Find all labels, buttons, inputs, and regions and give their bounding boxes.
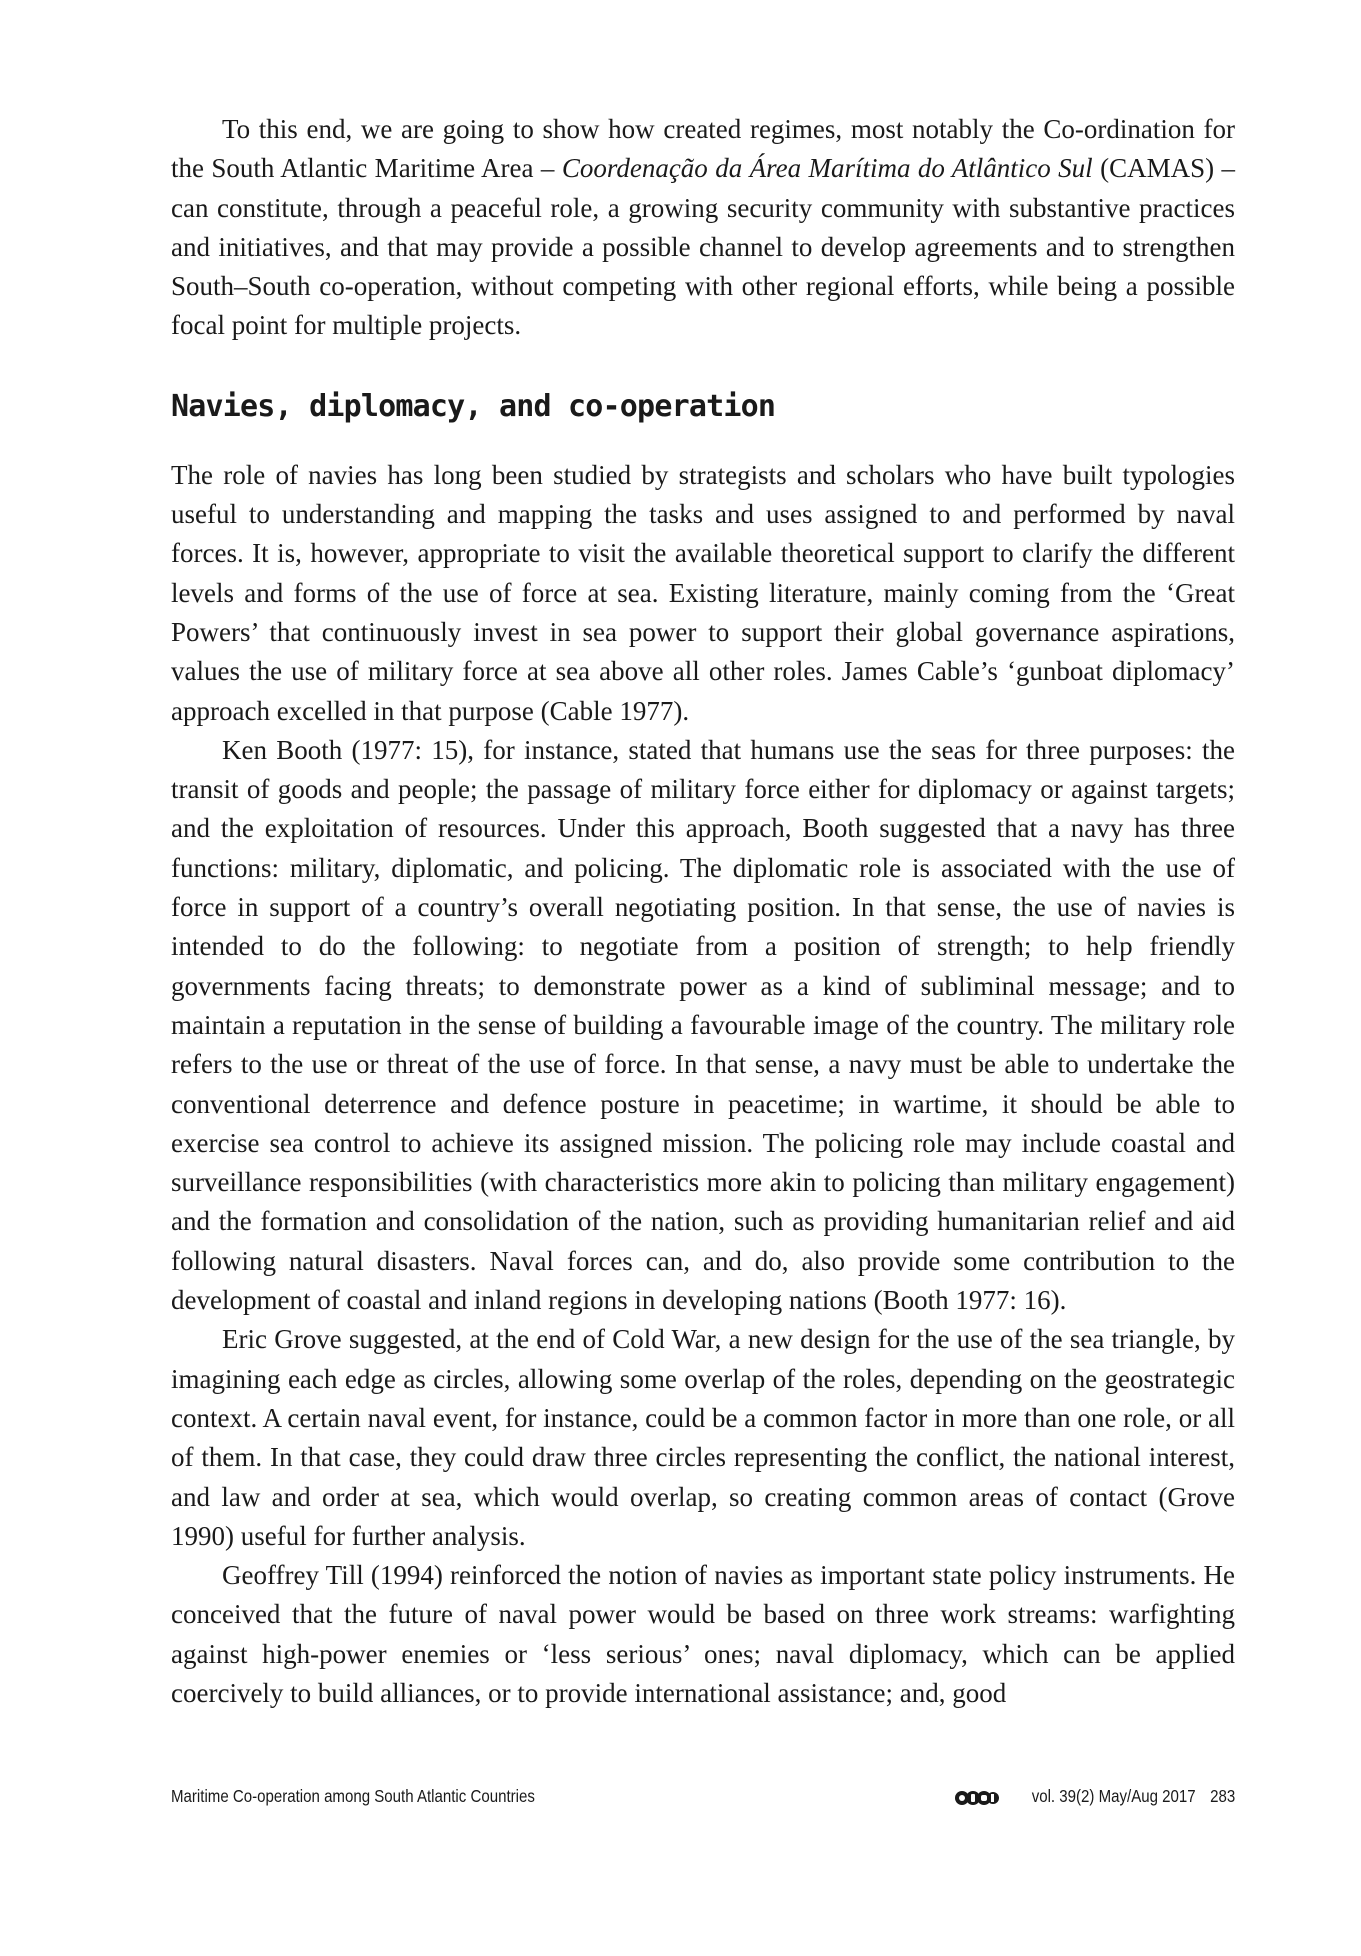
- article-body: [171, 110, 1235, 1713]
- intro-text-end: (CAMAS) – can constitute, through a peaceful role, a growing security community with substantive practices and initiatives, and that may provide a possible channel to develop agreements and to strengthen South–South co-operation, without competing with other regional efforts, while being a possible focal point for multiple projects.: [171, 153, 1235, 341]
- body-paragraph-2: Ken Booth (1977: 15), for instance, stated that humans use the seas for three purposes: the transit of goods and people; the passage of military force either for diplomacy or against targets; and the exploitation of resources. Under this approach, Booth suggested that a navy has three functions: military, diplomatic, and policing. The diplomatic role is associated with the use of force in support of a country’s overall negotiating position. In that sense, the use of navies is intended to do the following: to negotiate from a position of strength; to help friendly governments facing threats; to demonstrate power as a kind of subliminal message; and to maintain a reputation in the sense of building a favourable image of the country. The military role refers to the use or threat of the use of force. In that sense, a navy must be able to undertake the conventional deterrence and defence posture in peacetime; in wartime, it should be able to exercise sea control to achieve its assigned mission. The policing role may include coastal and surveillance responsibilities (with characteristics more akin to policing than military engagement) and the formation and consolidation of the nation, such as providing humanitarian relief and aid following natural disasters. Naval forces can, and do, also provide some contribution to the development of coastal and inland regions in developing nations (Booth 1977: 16).: [171, 734, 1235, 1316]
- intro-paragraph: [171, 110, 1235, 346]
- body-paragraph-4: Geoffrey Till (1994) reinforced the notion of navies as important state policy instruments. He conceived that the future of naval power would be based on three work streams: warfighting against high-power enemies or ‘less serious’ ones; naval diplomacy, which can be applied coercively to build alliances, or to provide international assistance; and, good: [171, 1560, 1235, 1708]
- journal-logo-icon: [955, 1788, 999, 1804]
- section-heading: Navies, diplomacy, and co-operation: [171, 388, 776, 424]
- page-number: 283: [1209, 1786, 1235, 1806]
- running-title: Maritime Co-operation among South Atlantic Countries: [171, 1786, 535, 1806]
- intro-text-start: To this end, we are going to show how created regimes, most notably the Co-ordination for the South Atlantic Maritime Area –: [171, 114, 1235, 184]
- footer-issue-info: [955, 1784, 1235, 1808]
- issue-label: vol. 39(2) May/Aug 2017: [1031, 1786, 1196, 1806]
- page-footer: [171, 1784, 1235, 1808]
- intro-text-italic: Coordenação da Área Marítima do Atlântico Sul: [561, 153, 1093, 184]
- body-paragraph-1: The role of navies has long been studied by strategists and scholars who have built typologies useful to understanding and mapping the tasks and uses assigned to and performed by naval forces. It is, however, appropriate to visit the available theoretical support to clarify the different levels and forms of the use of force at sea. Existing literature, mainly coming from the ‘Great Powers’ that continuously invest in sea power to support their global governance aspirations, values the use of military force at sea above all other roles. James Cable’s ‘gunboat diplomacy’ approach excelled in that purpose (Cable 1977).: [171, 459, 1235, 726]
- body-paragraph-3: Eric Grove suggested, at the end of Cold War, a new design for the use of the sea triangle, by imagining each edge as circles, allowing some overlap of the roles, depending on the geostrategic context. A certain naval event, for instance, could be a common factor in more than one role, or all of them. In that case, they could draw three circles representing the conflict, the national interest, and law and order at sea, which would overlap, so creating common areas of contact (Grove 1990) useful for further analysis.: [171, 1324, 1235, 1551]
